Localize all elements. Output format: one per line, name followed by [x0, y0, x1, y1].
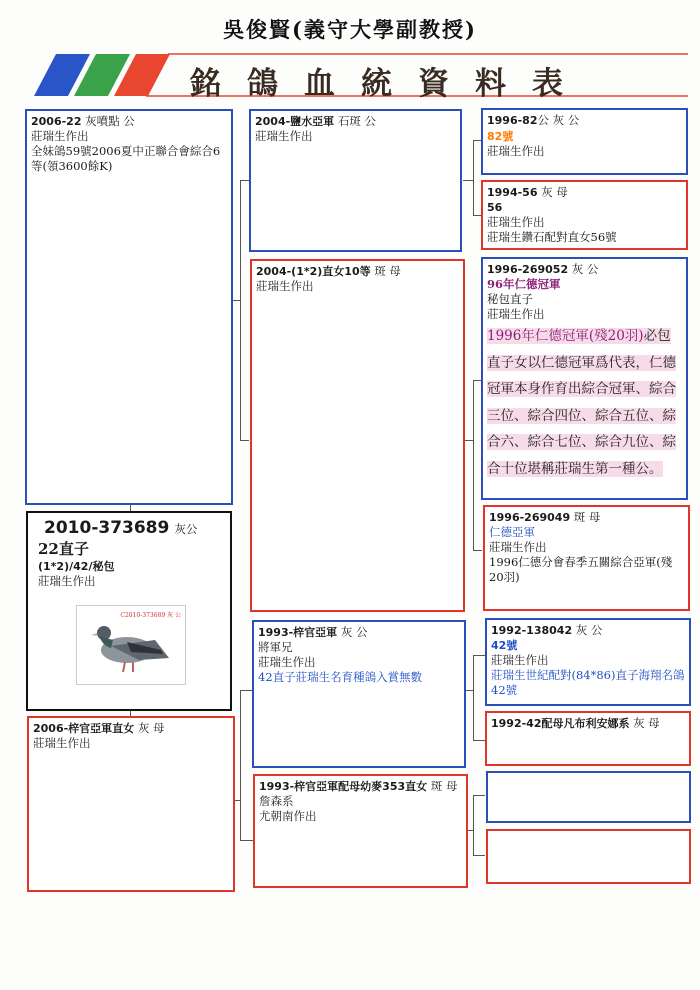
dsd-card	[485, 711, 691, 766]
subject-ring: 2010-373689	[44, 518, 170, 538]
subject-color-sex: 灰公	[174, 522, 198, 536]
ss-color-sex: 石斑 公	[337, 114, 376, 128]
dam-breeder: 莊瑞生作出	[33, 736, 91, 750]
sss-name: 82號	[487, 130, 514, 143]
connector	[473, 855, 485, 856]
sss-ring: 1996-82	[487, 114, 538, 127]
ds-note: 42直子莊瑞生名育種鴿入賞無數	[258, 670, 423, 684]
photo-ring-label: C2010-373689	[120, 612, 166, 619]
pigeon-photo	[76, 605, 186, 685]
owner-heading: 吳俊賢(義守大學副教授)	[223, 17, 477, 42]
dss-note: 莊瑞生世紀配對(84*86)直子海翔名鴿42號	[491, 668, 685, 697]
ds-breeder: 莊瑞生作出	[258, 655, 316, 669]
dsd-ring: 1992-42配母凡布利安娜系	[491, 717, 630, 730]
ds-ring: 1993-梓官亞軍	[258, 626, 338, 639]
dss-color-sex: 灰 公	[575, 623, 603, 637]
sdd-card	[483, 505, 690, 611]
connector	[473, 140, 474, 215]
sds-breeder: 莊瑞生作出	[487, 307, 545, 321]
sdd-color-sex: 斑 母	[573, 510, 601, 524]
sire-sire-card	[249, 109, 462, 252]
dss-name: 42號	[491, 639, 518, 652]
sdd-name: 仁德亞軍	[489, 525, 535, 539]
connector	[463, 180, 473, 181]
ds-name: 將軍兄	[258, 640, 293, 654]
dss-breeder: 莊瑞生作出	[491, 653, 549, 667]
dam-ring: 2006-梓官亞軍直女	[33, 722, 135, 735]
sds-note	[487, 323, 682, 482]
ss-breeder: 莊瑞生作出	[255, 129, 313, 143]
photo-sex-label: 灰 公	[167, 612, 181, 619]
connector	[240, 690, 241, 840]
sire-breeder: 莊瑞生作出	[31, 129, 89, 143]
connector	[473, 380, 474, 550]
connector	[466, 690, 473, 691]
sss-color-sex: 公 灰 公	[537, 113, 580, 127]
connector	[240, 840, 254, 841]
sire-card	[25, 109, 233, 505]
connector	[240, 180, 241, 440]
dam-sire-card	[252, 620, 466, 768]
sds-ring: 1996-269052	[487, 263, 569, 276]
connector	[473, 795, 474, 855]
sire-ring: 2006-22	[31, 115, 82, 128]
sds-note-rest: 必包直子女以仁德冠軍爲代表，仁德冠軍本身作育出綜合冠軍、綜合三位、綜合四位、綜合五位、綜合六、綜合七位、綜合九位、綜合十位堪稱莊瑞生第一種公。	[487, 328, 676, 477]
subject-name: 22直子	[38, 540, 89, 558]
connector	[473, 795, 485, 796]
dam-dam-card	[253, 774, 468, 888]
connector	[232, 300, 240, 301]
sds-name: 96年仁德冠軍	[487, 277, 561, 291]
sds-line: 秘包直子	[487, 292, 533, 306]
sd-ring: 2004-(1*2)直女10等	[256, 265, 371, 278]
ds-color-sex: 灰 公	[340, 625, 368, 639]
ddd-card-empty	[486, 829, 691, 884]
sdd-note: 1996仁德分會春季五關綜合亞軍(殘20羽)	[489, 555, 673, 584]
connector	[473, 655, 485, 656]
connector	[473, 655, 474, 740]
sire-color-sex: 灰噴點 公	[85, 114, 135, 128]
ssd-color-sex: 灰 母	[541, 185, 568, 199]
connector	[240, 690, 252, 691]
connector	[473, 550, 482, 551]
sd-color-sex: 斑 母	[374, 264, 401, 278]
connector	[240, 180, 249, 181]
sire-dam-card	[250, 259, 465, 612]
dss-ring: 1992-138042	[491, 624, 573, 637]
dss-card	[485, 618, 691, 706]
ssd-ring: 1994-56	[487, 186, 538, 199]
dds-card-empty	[486, 771, 691, 823]
sire-note: 全妹鴿59號2006夏中正聯合會綜合6等(領3600餘K)	[31, 144, 221, 173]
dd-ring: 1993-梓官亞軍配母幼麥353直女	[259, 780, 428, 793]
sd-breeder: 莊瑞生作出	[256, 279, 314, 293]
subject-breeder: 莊瑞生作出	[38, 574, 96, 588]
dam-color-sex: 灰 母	[137, 721, 165, 735]
connector	[240, 440, 249, 441]
ssd-breeder: 莊瑞生作出	[487, 215, 545, 229]
sss-breeder: 莊瑞生作出	[487, 144, 545, 158]
dd-name: 詹森系	[259, 794, 294, 808]
sdd-breeder: 莊瑞生作出	[489, 540, 547, 554]
dsd-color-sex: 灰 母	[633, 716, 660, 730]
sss-card	[481, 108, 688, 175]
page-title: 銘鴿血統資料表	[190, 66, 589, 102]
ssd-note: 莊瑞生鑽石配對直女56號	[487, 230, 617, 244]
subject-card	[26, 511, 232, 711]
ssd-card	[481, 180, 688, 250]
sds-color-sex: 灰 公	[571, 262, 599, 276]
connector	[465, 440, 473, 441]
dam-card	[27, 716, 235, 892]
ss-ring: 2004-鹽水亞軍	[255, 115, 335, 128]
subject-pedigree: (1*2)/42/秘包	[38, 560, 115, 573]
connector	[473, 740, 485, 741]
sdd-ring: 1996-269049	[489, 511, 571, 524]
dd-breeder: 尤朝南作出	[259, 809, 317, 823]
dd-color-sex: 斑 母	[430, 779, 458, 793]
ssd-name: 56	[487, 201, 503, 214]
sds-card	[481, 257, 688, 500]
sds-note-lead: 1996年仁德冠軍(殘20羽)	[487, 328, 644, 344]
